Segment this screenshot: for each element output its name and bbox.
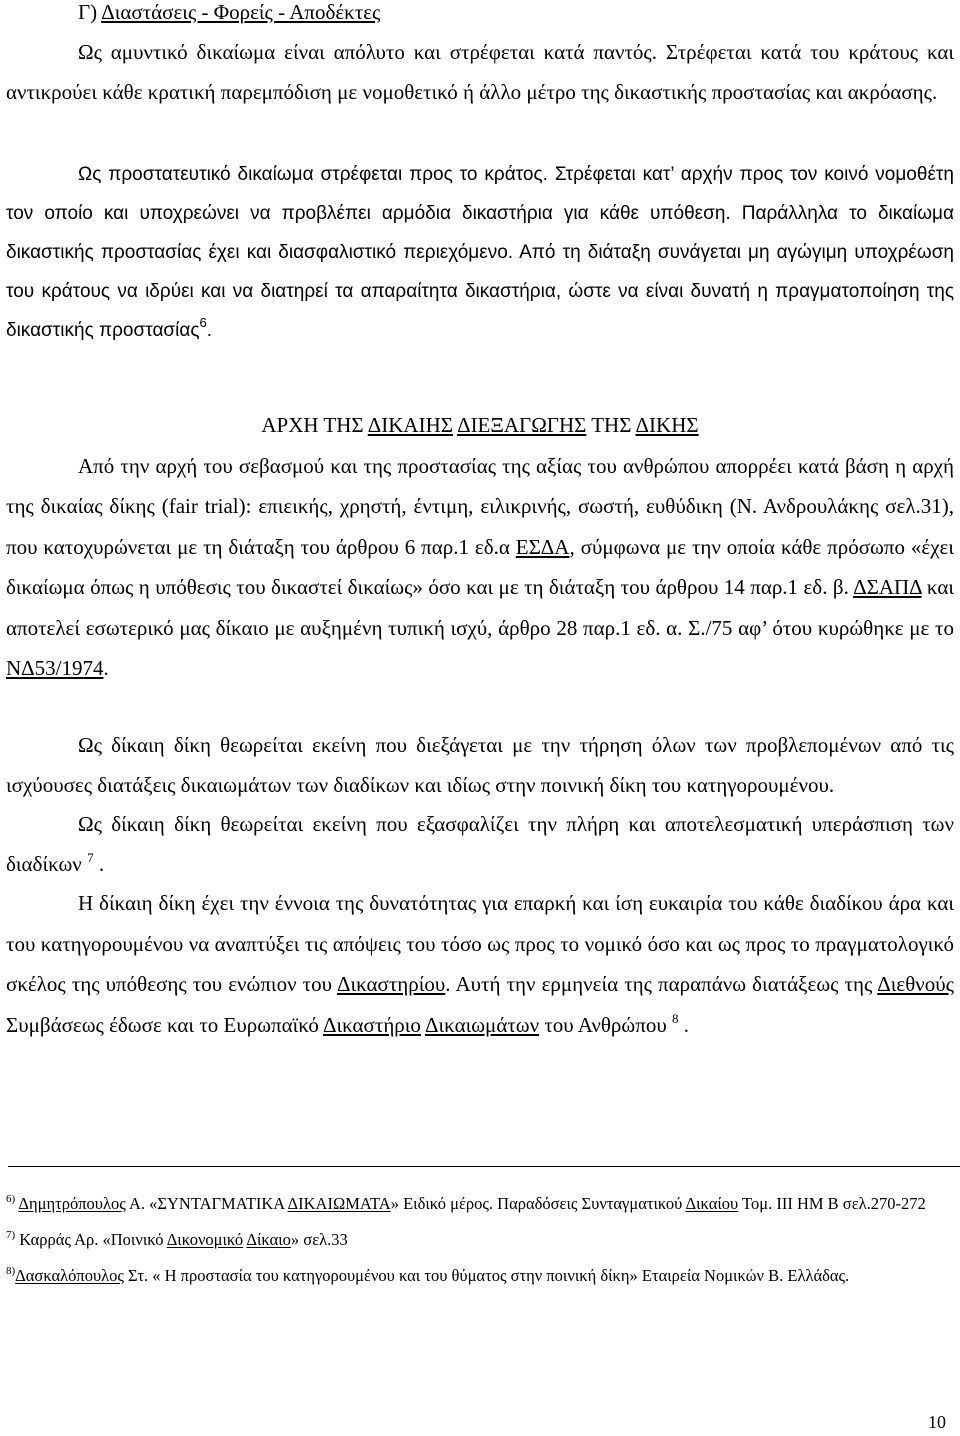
paragraph-6-underlined: Δικαιωμάτων (425, 1012, 540, 1037)
section-title-part: ΔΙΚΑΙΗΣ (367, 413, 453, 437)
paragraph-3-text: και αποτελεί εσωτερικό μας δίκαιο με αυξημένη τυπική ισχύ, άρθρο 28 παρ.1 εδ. α. Σ./75 αφ’ ότου κυρώθηκε με το (6, 575, 954, 640)
section-heading (78, 0, 380, 24)
paragraph-6-text: του Ανθρώπου (539, 1012, 672, 1037)
paragraph-6-text: . Αυτή την ερμηνεία της παραπάνω διατάξεως της (445, 972, 878, 996)
footnote-7 (6, 1228, 954, 1252)
footnote-6 (6, 1192, 954, 1216)
heading-prefix: Γ) (78, 0, 102, 24)
section-body (6, 405, 954, 689)
heading-title: Διαστάσεις - Φορείς - Αποδέκτες (101, 0, 381, 24)
section-title-part: ΔΙΚΗΣ (635, 413, 699, 437)
paragraph-6-underlined: Δικαστηρίου (336, 972, 446, 996)
footnote-text: Α. «ΣΥΝΤΑΓΜΑΤΙΚΑ (125, 1194, 288, 1213)
footnote-marker: 7) (6, 1229, 16, 1241)
paragraph-2-end: . (206, 320, 213, 341)
paragraph-1 (6, 32, 954, 112)
paragraph-3-text: . (103, 656, 109, 680)
paragraph-1-text: Ως αμυντικό δικαίωμα είναι απόλυτο και στρέφεται κατά παντός. Στρέφεται κατά του κράτους και αντικρούει κάθε κρατική παρεμπόδιση με νομοθετικό ή άλλο μέτρο της δικαστικής προστασίας και ακρόασης. (6, 40, 954, 104)
paragraph-6-underlined: Διεθνούς (877, 972, 954, 996)
section-title (6, 405, 954, 446)
footnote-underlined: Δικονομικό (166, 1230, 244, 1249)
footnote-marker: 6) (6, 1193, 16, 1205)
paragraph-3-underlined: ΕΣΔΑ (515, 534, 570, 559)
paragraph-5 (6, 804, 954, 884)
paragraph-2 (6, 155, 954, 350)
footnote-author: Δασκαλόπουλος (15, 1266, 124, 1285)
footnote-text: Τομ. ΙΙΙ ΗΜ Β σελ.270-272 (738, 1194, 926, 1213)
footnote-text: » σελ.33 (290, 1230, 348, 1249)
paragraph-3-text: , σύμφωνα με την οποία κάθε πρόσωπο «έχει δικαίωμα όπως η υπόθεσις του δικαστεί δικαίως» όσο και με τη διάταξη του άρθρου 14 παρ.1 εδ. β. (6, 534, 954, 599)
footnote-text: Στ. « Η προστασία του κατηγορουμένου και του θύματος στην ποινική δίκη» Εταιρεία Νομικών Β. Ελλάδας. (123, 1266, 850, 1285)
footnote-author: Δημητρόπουλος (18, 1194, 126, 1213)
footnote-ref-6: 6 (199, 315, 207, 330)
footnote-ref-8: 8 (671, 1010, 679, 1026)
section-title-part: ΑΡΧΗ ΤΗΣ (261, 413, 368, 437)
paragraph-3 (6, 446, 954, 689)
footnote-text: Καρράς Αρ. «Ποινικό (15, 1230, 167, 1249)
footnote-underlined: Δικαίου (685, 1194, 739, 1213)
footnotes (6, 1192, 954, 1300)
page-number: 10 (928, 1412, 946, 1432)
paragraph-3-text: Από την αρχή του σεβασμού και της προστασίας της αξίας του ανθρώπου απορρέει κατά βάση η αρχή της δικαίας δίκης (fair trial): επιεικής, χρηστή, έντιμη, ειλικρινής, σωστή, ευθύδικη (Ν. Ανδρουλάκης σελ.31), που κατοχυρώνεται με τη διάταξη του άρθρου 6 παρ.1 εδ.α (6, 453, 954, 559)
paragraph-3-underlined: ΝΔ53/1974 (6, 656, 104, 680)
section-title-part: ΤΗΣ (586, 413, 636, 437)
footnote-text: » Ειδικό μέρος. Παραδόσεις Συνταγματικού (390, 1194, 686, 1213)
paragraph-5-text: Ως δίκαιη δίκη θεωρείται εκείνη που εξασφαλίζει την πλήρη και αποτελεσματική υπεράσπιση των διαδίκων (6, 812, 954, 876)
footnote-marker: 8) (6, 1265, 16, 1277)
paragraph-6-underlined: Δικαστήριο (323, 1012, 421, 1037)
paragraph-3-underlined: ΔΣΑΠΔ (853, 575, 922, 599)
paragraph-2-text: Ως προστατευτικό δικαίωμα στρέφεται προς το κράτος. Στρέφεται κατ’ αρχήν προς τον κοινό νομοθέτη τον οποίο και υποχρεώνει να προβλέπει αρμόδια δικαστήρια για κάθε υπόθεση. Παράλληλα το δικαίωμα δικαστικής προστασίας έχει και διασφαλιστικό περιεχόμενο. Από τη διάταξη συνάγεται μη αγώγιμη υποχρέωση του κράτους να ιδρύει και να διατηρεί τα απαραίτητα δικαστήρια, ώστε να είναι δυνατή η πραγματοποίηση της δικαστικής προστασίας (6, 164, 954, 341)
section-title-part: ΔΙΕΞΑΓΩΓΗΣ (457, 413, 587, 437)
paragraph-6-text: Συμβάσεως έδωσε και το Ευρωπαϊκό (6, 1012, 323, 1037)
footnote-underlined: ΔΙΚΑΙΩΜΑΤΑ (287, 1194, 391, 1213)
footnote-separator (8, 1166, 960, 1167)
paragraph-4-text: Ως δίκαιη δίκη θεωρείται εκείνη που διεξάγεται με την τήρηση όλων των προβλεπομένων από τις ισχύουσες διατάξεις δικαιωμάτων των διαδίκων και ιδίως στην ποινική δίκη του κατηγορουμένου. (6, 733, 954, 797)
footnote-8 (6, 1264, 954, 1288)
footnote-ref-7: 7 (87, 850, 94, 865)
paragraph-6-end: . (678, 1012, 689, 1037)
paragraph-6 (6, 883, 954, 1045)
paragraph-5-end: . (93, 852, 105, 876)
paragraph-4 (6, 725, 954, 805)
paragraph-6-text: Η δίκαιη δίκη έχει την έννοια της δυνατότητας για επαρκή και ίση ευκαιρία του κάθε διαδίκου άρα και του κατηγορουμένου να αναπτύξει τις απόψεις του τόσο ως προς το νομικό όσο και ως προς το πραγματολογικό σκέλος της υπόθεσης του ενώπιον του (6, 891, 954, 996)
footnote-underlined: Δίκαιο (246, 1230, 291, 1249)
